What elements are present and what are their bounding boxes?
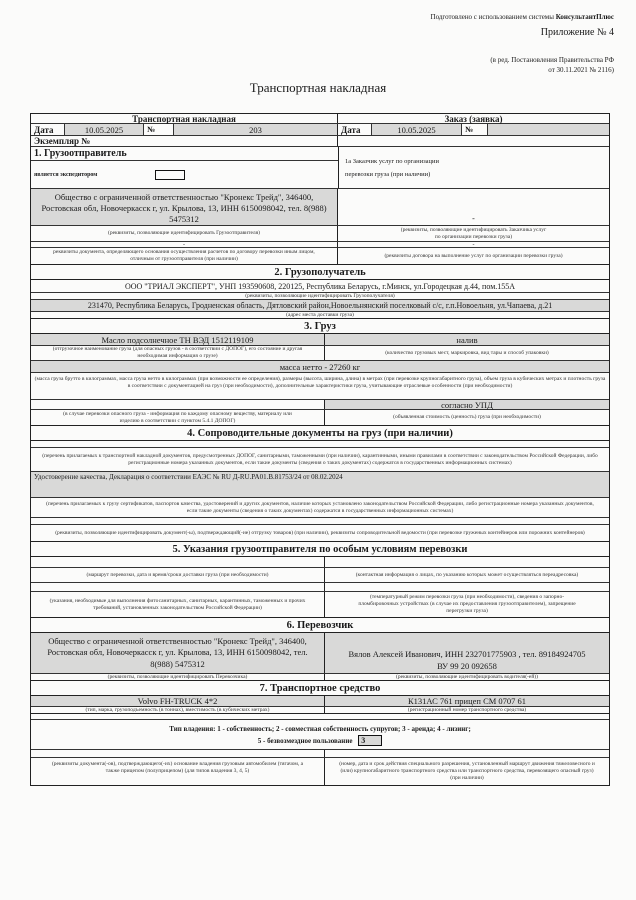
cargo-name-field[interactable]: Масло подсолнечное ТН ВЭД 1512119109 — [31, 334, 325, 345]
carrier-row — [31, 633, 609, 674]
ownership-type-field[interactable]: 3 — [358, 735, 382, 746]
docs-row — [31, 441, 609, 448]
vehicle-type-hint: (тип, марка, грузоподъемность (в тоннах), вместимость (в кубических метрах) — [31, 707, 325, 713]
forwarder-row — [31, 161, 338, 188]
sanitary-field[interactable] — [31, 583, 325, 591]
forwarder-checkbox[interactable] — [155, 170, 185, 180]
contract-hint: (реквизиты договора на выполнение услуг по организации перевозки груза) — [384, 252, 563, 259]
basis-field[interactable]: - — [31, 242, 338, 247]
shipment-docs-hint: (реквизиты, позволяющие идентифицировать документ(-ы), подтверждающий(-ие) отгрузку товаров) (при наличии), реквизиты сопроводительной ведомости (при перевозке груженых контейнеров или порожних контейнеров) — [55, 529, 585, 536]
waybill-heading: Транспортная накладная — [31, 114, 338, 123]
consignee-row — [31, 280, 609, 293]
delivery-hint-row — [31, 312, 609, 319]
certificates-field[interactable]: Удостоверение качества, Декларация о соответствии ЕАЭС № RU Д-RU.PA01.B.81753/24 от 08.02.2024 — [31, 472, 609, 497]
order-date-field[interactable]: 10.05.2025 — [372, 124, 462, 135]
dangerous-row — [31, 400, 609, 410]
customer-field[interactable]: - — [472, 214, 475, 223]
certificates-hint: (перечень прилагаемых к грузу сертификатов, паспортов качества, удостоверений и других документов, наличие которых установлено законодательством Российской Федерации, либо регистрационные номера указанных документов, если такие документы (сведения о таких документах) содержатся в государственных информационных системах) — [46, 500, 594, 514]
carrier-hint: (реквизиты, позволяющие идентифицировать Перевозчика) — [31, 674, 325, 680]
route-row — [31, 557, 609, 568]
packaging-field[interactable]: налив — [325, 334, 609, 345]
copy-row — [31, 136, 609, 147]
customer-label-line-1: 1а Заказчик услуг по организации — [345, 157, 439, 165]
sanitary-hint: (указания, необходимые для выполнения фитосанитарных, санитарных, карантинных, таможенных и прочих требований, установленных законодательством Российской Федерации) — [31, 592, 325, 617]
order-heading: Заказ (заявка) — [444, 113, 503, 124]
delivery-address-field[interactable]: 231470, Республика Беларусь, Гродненская область, Дятловский район,Новоельнянский поселковый с/с, г.п.Новоельня, ул.Чапаева, д.21 — [31, 300, 609, 311]
copy-number-label: Экземпляр № — [31, 136, 338, 146]
shipper-header-cell — [31, 147, 339, 188]
dangerous-info-field[interactable] — [31, 400, 325, 409]
ownership-row — [31, 720, 609, 750]
route-field[interactable] — [31, 557, 325, 567]
carrier-field[interactable]: Общество с ограниченной ответственностью "Кронекс Трейд", 346400, Ростовская обл, Новочеркасск г, ул. Крылова, 13, ИНН 6150098042, тел. 8(988) 5475312 — [31, 633, 325, 673]
prepared-prefix: Подготовлено с использованием системы — [430, 13, 554, 21]
ownership-legend-line-2 — [258, 735, 382, 747]
consignee-hint: (реквизиты, позволяющие идентифицировать Грузополучателя) — [245, 292, 395, 299]
contract-field[interactable]: - — [472, 241, 475, 248]
ownership-doc-field[interactable] — [31, 750, 325, 757]
section-2-header — [31, 265, 609, 280]
vehicle-type-field[interactable]: Volvo FH-TRUCK 4*2 — [31, 696, 325, 706]
section-2-title: 2. Грузополучатель — [274, 266, 366, 278]
mass-hint-row — [31, 373, 609, 400]
carrier-hint-row — [31, 674, 609, 681]
order-date-label: Дата — [338, 124, 372, 135]
redirect-contact-hint: (контактная информация о лицах, по указанию которых может осуществляться переадресовка) — [355, 571, 579, 578]
document-title: Транспортная накладная — [249, 80, 387, 95]
waybill-form — [30, 113, 610, 786]
basis-hint: реквизиты документа, определяющего основания осуществления расчетов по договору перевозки иным лицом, отличным от грузоотправителя (при наличии) — [31, 248, 338, 264]
consignee-field[interactable]: ООО "ТРИАЛ ЭКСПЕРТ", УНП 193590608, 220125, Республика Беларусь, г.Минск, ул.Городецкая д.44, пом.155А — [124, 281, 516, 291]
registration-number-field[interactable]: К131АС 761 прицеп СМ 0707 61 — [325, 696, 609, 706]
waybill-number-field[interactable]: 203 — [174, 124, 338, 135]
ownership-doc-hint-row — [31, 758, 609, 785]
special-permit-hint: (номер, дата и срок действия специального разрешения, установленный маршрут движения тяжеловесного и (или) крупногабаритного транспортного средства или транспортного средства, перевозящего опасный груз) (при наличии) — [339, 761, 595, 781]
shipper-hint-row — [31, 226, 609, 242]
waybill-number-label: № — [144, 124, 174, 135]
shipper-field[interactable]: Общество с ограниченной ответственностью "Кронекс Трейд", 346400, Ростовская обл, Новочеркасск г, ул. Крылова, 13, ИНН 6150098042, тел. 8(988) 5475312 — [31, 189, 338, 225]
section-4-header — [31, 426, 609, 441]
driver-field[interactable] — [325, 633, 609, 673]
edition-line-2: от 30.11.2021 № 2116) — [548, 66, 614, 74]
driver-line-2: ВУ 99 20 092658 — [437, 660, 497, 671]
special-permit-field[interactable] — [325, 750, 609, 757]
ownership-type-cell — [31, 720, 609, 749]
vehicle-row — [31, 696, 609, 707]
order-number-label: № — [462, 124, 488, 135]
temperature-hint: (температурный режим перевозки груза (при необходимости), сведения о запорно-пломбировочных устройствах (в случае их предоставления грузоотправителем), запрещение перегрузки груза) — [358, 594, 576, 614]
section-1-title: 1. Грузоотправитель — [31, 147, 338, 161]
section-6-header — [31, 618, 609, 633]
customer-label-cell — [339, 147, 609, 188]
section-6-title: 6. Перевозчик — [286, 619, 354, 631]
waybill-date-field[interactable]: 10.05.2025 — [65, 124, 144, 135]
edition-line-1: (в ред. Постановления Правительства РФ — [490, 56, 614, 64]
shipper-hint: (реквизиты, позволяющие идентифицировать Грузоотправителя) — [31, 226, 338, 241]
shipper-row — [31, 189, 609, 226]
declared-value-field[interactable]: согласно УПД — [325, 400, 609, 409]
edition-note — [490, 55, 614, 75]
customer-hint: (реквизиты, позволяющие идентифицировать Заказчика услуг по организации перевозки груза) — [400, 226, 547, 240]
accompanying-docs-field[interactable] — [31, 441, 609, 447]
certs-hint-row — [31, 498, 609, 518]
packaging-hint: (количество грузовых мест, маркировка, вид тары и способ упаковки) — [385, 349, 549, 356]
waybill-date-label: Дата — [31, 124, 65, 135]
section-7-title: 7. Транспортное средство — [259, 682, 381, 694]
certs-row — [31, 472, 609, 498]
ownership-legend-5: 5 - безвозмездное пользование — [257, 736, 353, 745]
shipment-docs-field[interactable] — [31, 518, 609, 524]
sanitary-row — [31, 583, 609, 592]
basis-hint-row — [31, 248, 609, 265]
driver-hint: (реквизиты, позволяющие идентифицировать водителя(-ей)) — [396, 673, 538, 680]
order-number-field[interactable] — [488, 124, 609, 135]
ownership-doc-row — [31, 750, 609, 758]
forwarder-label: является экспедитором — [34, 171, 98, 178]
prepared-note — [431, 13, 614, 21]
delivery-row — [31, 300, 609, 312]
declared-value-hint: (объявленная стоимость (ценность) груза (при необходимости) — [393, 414, 541, 420]
vehicle-hint-row — [31, 707, 609, 714]
section-7-header — [31, 681, 609, 696]
ownership-legend-line-1: Тип владения: 1 - собственность; 2 - совместная собственность супругов; 3 - аренда; 4 - лизинг; — [169, 724, 471, 733]
dangerous-info-hint: (в случае перевозки опасного груза - информация по каждому опасному веществу, материалу или изделию в соответствии с пунктом 5.4.1 ДОПОГ) — [31, 410, 325, 425]
section-3-title: 3. Груз — [304, 320, 336, 332]
consignee-hint-row — [31, 293, 609, 300]
prepared-system: КонсультантПлюс — [555, 13, 614, 21]
accompanying-docs-hint: (перечень прилагаемых к транспортной накладной документов, предусмотренных ДОПОГ, санитарными, таможенными (при наличии), карантинными, иными правилами в соответствии с законодательством Российской Федерации, либо регистрационные номера указанных документов, если такие документы (сведения о таких документах) содержатся в государственных информационных системах) — [42, 452, 598, 466]
mass-row — [31, 361, 609, 373]
registration-number-hint: (регистрационный номер транспортного средства) — [407, 706, 527, 713]
form-heading-row — [31, 114, 609, 124]
delivery-hint: (адрес места доставки груза) — [286, 311, 354, 318]
driver-line-1: Вялов Алексей Иванович, ИНН 232701775903 , тел. 89184924705 — [348, 649, 586, 659]
cargo-hint-row — [31, 346, 609, 361]
shipment-row — [31, 518, 609, 525]
copy-number-field[interactable] — [338, 136, 609, 146]
cargo-row — [31, 334, 609, 346]
section-5-header — [31, 542, 609, 557]
section-5-title: 5. Указания грузоотправителя по особым условиям перевозки — [172, 543, 468, 555]
route-hint: (маршрут перевозки, дата и время/сроки доставки груза (при необходимости) — [31, 568, 325, 582]
date-row — [31, 124, 609, 136]
section-4-title: 4. Сопроводительные документы на груз (при наличии) — [187, 427, 453, 439]
dangerous-hint-row — [31, 410, 609, 426]
route-hint-row — [31, 568, 609, 583]
appendix-label: Приложение № 4 — [540, 27, 614, 38]
ownership-doc-hint: (реквизиты документа(-ов), подтверждающего(-их) основание владения грузовым автомобилем (тягачом, а также прицепом (полуприцепом) (для типов владения 3, 4, 5) — [31, 758, 325, 785]
mass-field[interactable]: масса нетто - 27260 кг — [31, 361, 609, 372]
redirect-contact-field[interactable] — [325, 557, 609, 567]
customer-label-line-2: перевозки груза (при наличии) — [345, 170, 431, 178]
section-1-header — [31, 147, 609, 189]
section-3-header — [31, 319, 609, 334]
shipment-hint-row — [31, 525, 609, 542]
docs-hint-row — [31, 448, 609, 472]
mass-hint: (масса груза брутто в килограммах, масса груза нетто в килограммах (при возможности ее определения), размеры (высота, ширина, длина) в метрах (при перевозке крупногабаритного груза), объем груза в кубических метрах и плотность груза в соответствии с документацией на груз (при необходимости), дополнительные характеристики груза, учитывающие отраслевые особенности (при необходимости) — [34, 376, 606, 389]
sanitary-hint-row — [31, 592, 609, 618]
cargo-name-hint: (отгрузочное наименование груза (для опасных грузов - в соответствии с ДОПОГ), его состояние и другая необходимая информация о грузе) — [31, 346, 325, 360]
temperature-field[interactable] — [325, 583, 609, 591]
